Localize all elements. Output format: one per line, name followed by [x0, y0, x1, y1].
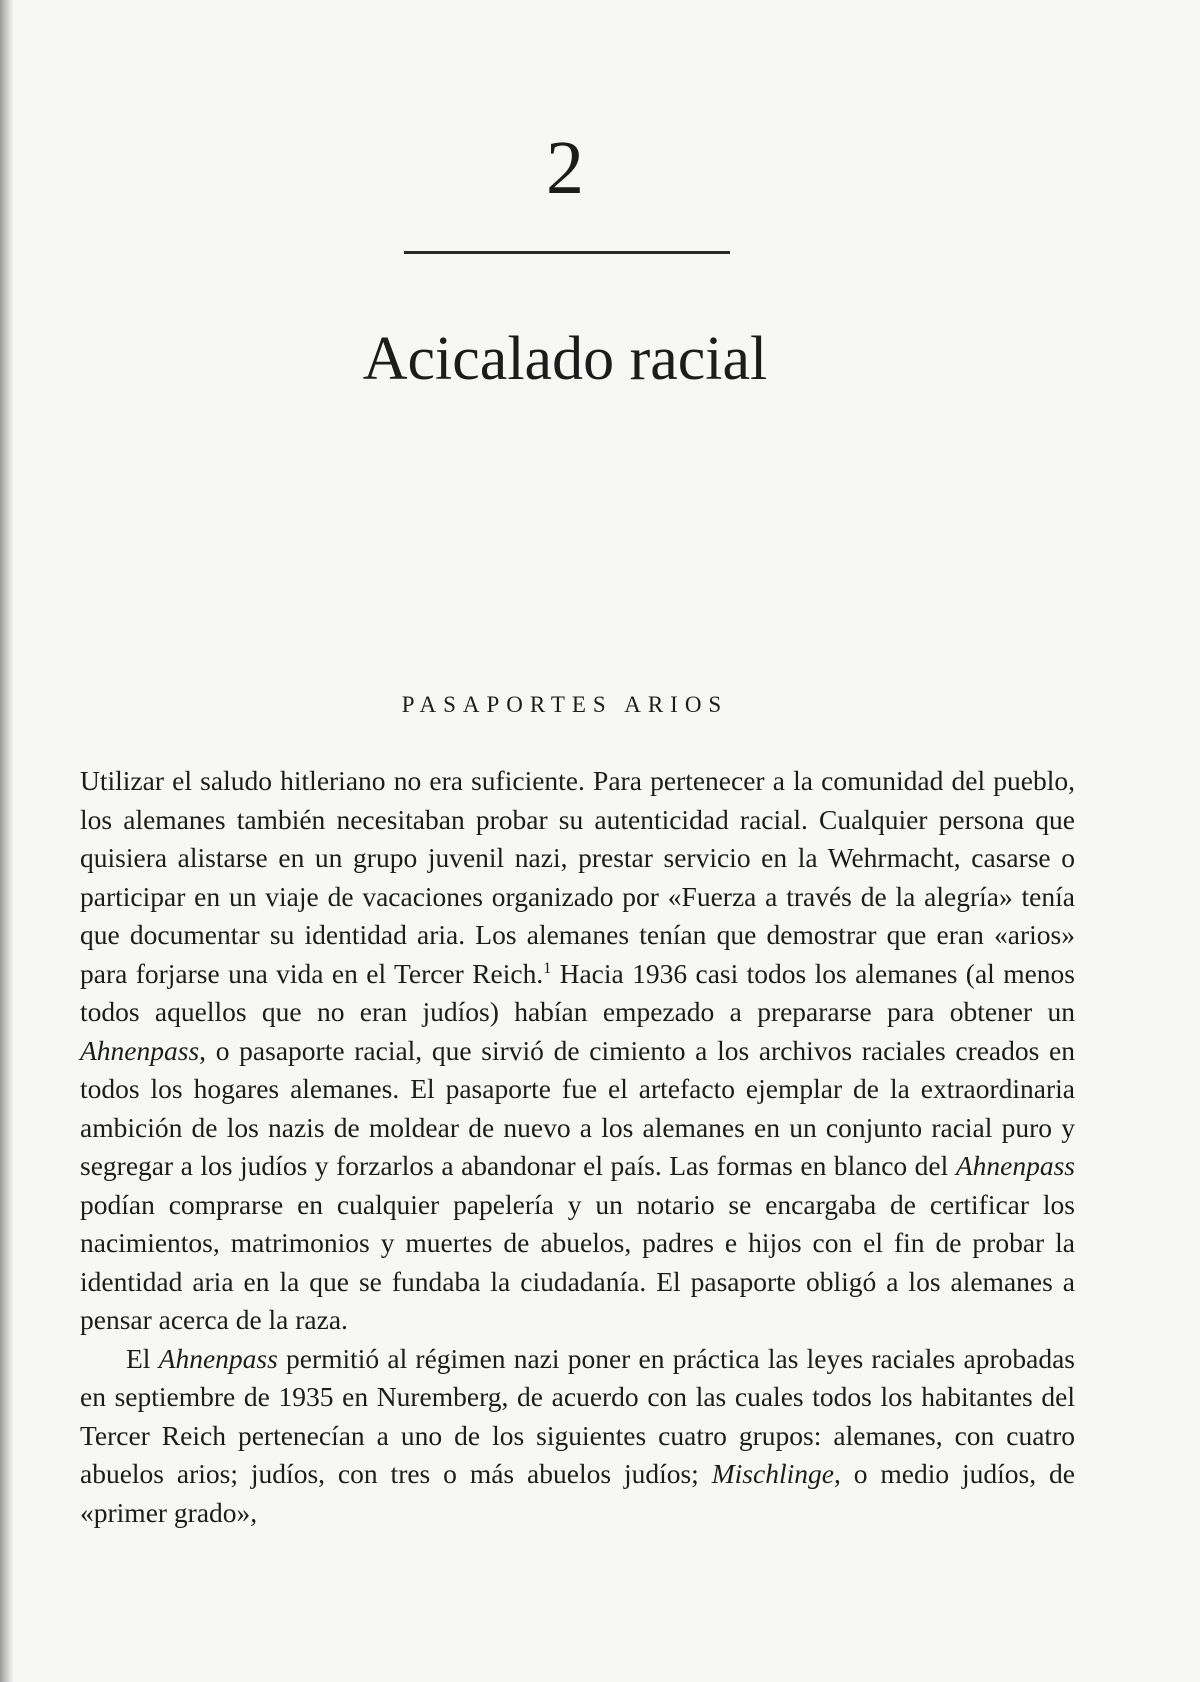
p2-text-2: permitió al régimen nazi poner en práctica las leyes raciales aprobadas en septiembre de 1935 en Nuremberg, de acuerdo con las cuales todos los habitantes del Tercer Reich pertenecían a uno de los siguientes cuatro grupos: alemanes, con cuatro abuelos arios; judíos, con tres o más abuelos judíos;: [80, 1342, 1075, 1489]
p1-text-2: Hacia 1936 casi todos los alemanes (al menos todos aquellos que no eran judíos) habían empezado a prepararse para obtener un: [80, 957, 1075, 1027]
p2-text-1: El: [126, 1342, 159, 1374]
p1-italic-ahnenpass-2: Ahnenpass: [955, 1150, 1075, 1181]
p1-italic-ahnenpass-1: Ahnenpass: [80, 1034, 200, 1066]
p2-italic-ahnenpass: Ahnenpass: [158, 1342, 278, 1374]
p1-text-3: , o pasaporte racial, que sirvió de cimiento a los archivos raciales creados en todos los hogares alemanes. El pasaporte fue el artefacto ejemplar de la extraordinaria ambición de los nazis de moldear de nuevo a los alemanes en un conjunto racial puro y segregar a los judíos y forzarlos a abandonar el país. Las formas en blanco del: [80, 1034, 1075, 1181]
paragraph-1: [80, 762, 1075, 1340]
footnote-ref-1: 1: [543, 959, 552, 977]
chapter-divider: [404, 251, 730, 254]
p1-text-1: Utilizar el saludo hitleriano no era suficiente. Para pertenecer a la comunidad del pueblo, los alemanes también necesitaban probar su autenticidad racial. Cualquier persona que quisiera alistarse en un grupo juvenil nazi, prestar servicio en la Wehrmacht, casarse o participar en un viaje de vacaciones organizado por «Fuerza a través de la alegría» tenía que documentar su identidad aria. Los alemanes tenían que demostrar que eran «arios» para forjarse una vida en el Tercer Reich.: [80, 765, 1075, 989]
p2-text-3: , o medio judíos, de «primer grado»,: [80, 1458, 1075, 1528]
body-text: [80, 762, 1075, 1532]
p1-text-4: podían comprarse en cualquier papelería y un notario se encargaba de certificar los nacimientos, matrimonios y muertes de abuelos, padres e hijos con el fin de probar la identidad aria en la que se fundaba la ciudadanía. El pasaporte obligó a los alemanes a pensar acerca de la raza.: [80, 1188, 1075, 1335]
chapter-number: 2: [546, 126, 584, 210]
scan-edge-shadow: [0, 0, 14, 1682]
p2-italic-mischlinge: Mischlinge: [711, 1458, 834, 1489]
chapter-title: Acicalado racial: [362, 325, 768, 393]
section-heading: PASAPORTES ARIOS: [401, 692, 729, 717]
paragraph-2: [80, 1340, 1075, 1533]
